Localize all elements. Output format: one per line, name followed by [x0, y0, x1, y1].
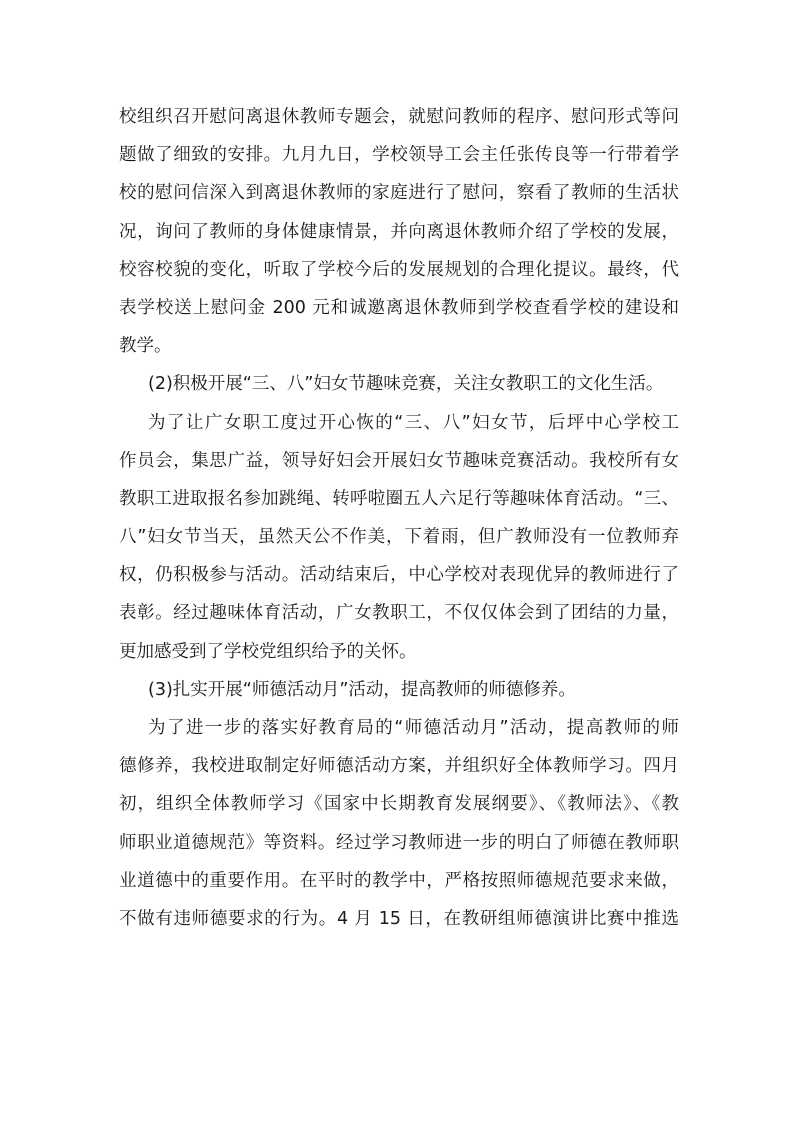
text-line: 权，仍积极参与活动。活动结束后，中心学校对表现优异的教师进行了 — [119, 565, 679, 586]
text-line: 况，询问了教师的身体健康情景，并向离退休教师介绍了学校的发展， — [119, 221, 679, 242]
text-line: 为了让广女职工度过开心恢的“三、八”妇女节，后坪中心学校工 — [148, 412, 679, 433]
text-line: 题做了细致的安排。九月九日，学校领导工会主任张传良等一行带着学 — [119, 145, 679, 166]
text-line: 校组织召开慰问离退休教师专题会，就慰问教师的程序、慰问形式等问 — [119, 107, 679, 127]
text-line: 校的慰问信深入到离退休教师的家庭进行了慰问，察看了教师的生活状 — [119, 183, 679, 204]
text-line: 校容校貌的变化，听取了学校今后的发展规划的合理化提议。最终，代 — [119, 259, 679, 280]
text-line: 德修养，我校进取制定好师德活动方案，并组织好全体教师学习。四月 — [119, 756, 679, 777]
text-line: 教学。 — [119, 336, 172, 357]
text-line: 初，组织全体教师学习《国家中长期教育发展纲要》、《教师法》、《教 — [119, 794, 679, 815]
text-line: 更加感受到了学校党组织给予的关怀。 — [119, 641, 417, 662]
text-line: 表彰。经过趣味体育活动，广女教职工，不仅仅体会到了团结的力量， — [119, 603, 679, 624]
text-line: 业道德中的重要作用。在平时的教学中，严格按照师德规范要求来做， — [119, 870, 679, 891]
text-line: 八”妇女节当天，虽然天公不作美，下着雨，但广教师没有一位教师弃 — [119, 527, 679, 548]
text-line: 为了进一步的落实好教育局的“师德活动月”活动，提高教师的师 — [148, 718, 679, 738]
text-line: 表学校送上慰问金 200 元和诚邀离退休教师到学校查看学校的建设和 — [119, 297, 679, 318]
text-line: 师职业道德规范》等资料。经过学习教师进一步的明白了师德在教师职 — [119, 832, 679, 853]
text-line: 不做有违师德要求的行为。4 月 15 日，在教研组师德演讲比赛中推选 — [119, 908, 679, 929]
text-line: 作员会，集思广益，领导好妇会开展妇女节趣味竞赛活动。我校所有女 — [119, 450, 679, 471]
section-heading: (3)扎实开展“师德活动月”活动，提高教师的师德修养。 — [148, 679, 576, 700]
section-heading: (2)积极开展“三、八”妇女节趣味竞赛，关注女教职工的文化生活。 — [148, 374, 664, 395]
body-text — [119, 98, 679, 938]
text-line: 教职工进取报名参加跳绳、转呼啦圈五人六足行等趣味体育活动。“三、 — [119, 488, 679, 509]
